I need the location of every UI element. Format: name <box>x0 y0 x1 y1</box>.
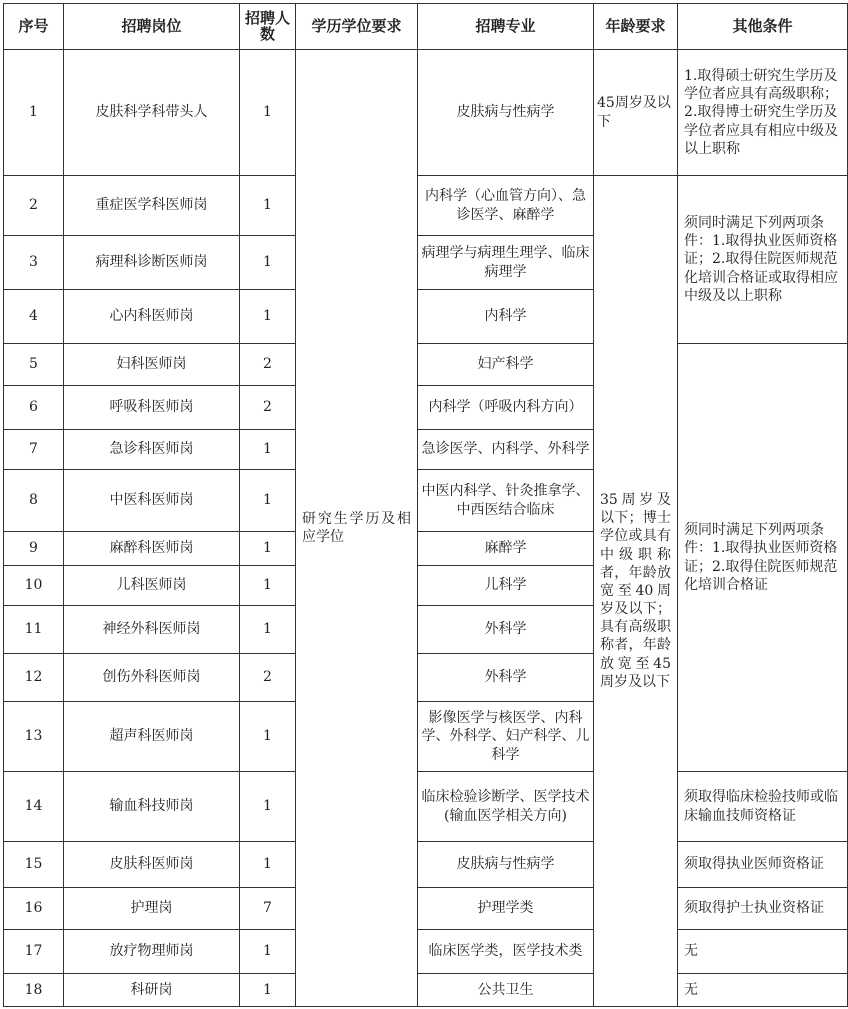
major-cell: 皮肤病与性病学 <box>418 842 594 888</box>
major-cell: 影像医学与核医学、内科学、外科学、妇产科学、儿科学 <box>418 702 594 772</box>
header-seq: 序号 <box>4 4 64 50</box>
seq-cell: 17 <box>4 930 64 974</box>
other-cell: 须同时满足下列两项条件：1.取得执业医师资格证；2.取得住院医师规范化培训合格证或取得相应中级及以上职称 <box>678 176 848 344</box>
table-row <box>4 930 848 974</box>
seq-cell: 3 <box>4 236 64 290</box>
other-cell: 1.取得硕士研究生学历及学位者应具有高级职称；2.取得博士研究生学历及学位者应具有相应中级及以上职称 <box>678 50 848 176</box>
seq-cell: 8 <box>4 470 64 532</box>
position-cell: 皮肤科学科带头人 <box>64 50 240 176</box>
seq-cell: 15 <box>4 842 64 888</box>
count-cell: 1 <box>240 930 296 974</box>
major-cell: 中医内科学、针灸推拿学、中西医结合临床 <box>418 470 594 532</box>
count-cell: 1 <box>240 532 296 566</box>
position-cell: 妇科医师岗 <box>64 344 240 386</box>
major-cell: 临床医学类，医学技术类 <box>418 930 594 974</box>
position-cell: 心内科医师岗 <box>64 290 240 344</box>
position-cell: 输血科技师岗 <box>64 772 240 842</box>
seq-cell: 7 <box>4 430 64 470</box>
position-cell: 放疗物理师岗 <box>64 930 240 974</box>
position-cell: 麻醉科医师岗 <box>64 532 240 566</box>
count-cell: 2 <box>240 344 296 386</box>
major-cell: 内科学（呼吸内科方向） <box>418 386 594 430</box>
other-cell: 无 <box>678 974 848 1007</box>
other-cell: 须取得临床检验技师或临床输血技师资格证 <box>678 772 848 842</box>
seq-cell: 6 <box>4 386 64 430</box>
age-cell: 35周岁及以下；博士学位或具有中级职称者，年龄放宽至40周岁及以下；具有高级职称者，年龄放宽至45周岁及以下 <box>594 176 678 1007</box>
header-education: 学历学位要求 <box>296 4 418 50</box>
age-cell: 45周岁及以下 <box>594 50 678 176</box>
other-cell: 无 <box>678 930 848 974</box>
count-cell: 1 <box>240 236 296 290</box>
other-cell: 须同时满足下列两项条件：1.取得执业医师资格证；2.取得住院医师规范化培训合格证 <box>678 344 848 772</box>
major-cell: 内科学 <box>418 290 594 344</box>
count-cell: 1 <box>240 566 296 606</box>
seq-cell: 9 <box>4 532 64 566</box>
seq-cell: 5 <box>4 344 64 386</box>
table-row <box>4 344 848 386</box>
recruitment-table <box>3 3 848 1007</box>
table-row <box>4 842 848 888</box>
major-cell: 妇产科学 <box>418 344 594 386</box>
seq-cell: 2 <box>4 176 64 236</box>
count-cell: 2 <box>240 386 296 430</box>
count-cell: 1 <box>240 176 296 236</box>
position-cell: 重症医学科医师岗 <box>64 176 240 236</box>
count-cell: 1 <box>240 772 296 842</box>
major-cell: 儿科学 <box>418 566 594 606</box>
header-age: 年龄要求 <box>594 4 678 50</box>
count-cell: 1 <box>240 430 296 470</box>
major-cell: 急诊医学、内科学、外科学 <box>418 430 594 470</box>
count-cell: 1 <box>240 470 296 532</box>
table-row <box>4 50 848 176</box>
seq-cell: 11 <box>4 606 64 654</box>
seq-cell: 10 <box>4 566 64 606</box>
major-cell: 皮肤病与性病学 <box>418 50 594 176</box>
header-row <box>4 4 848 50</box>
position-cell: 皮肤科医师岗 <box>64 842 240 888</box>
major-cell: 公共卫生 <box>418 974 594 1007</box>
header-count: 招聘人数 <box>240 4 296 50</box>
position-cell: 中医科医师岗 <box>64 470 240 532</box>
major-cell: 护理学类 <box>418 888 594 930</box>
major-cell: 麻醉学 <box>418 532 594 566</box>
header-position: 招聘岗位 <box>64 4 240 50</box>
position-cell: 急诊科医师岗 <box>64 430 240 470</box>
table-row <box>4 772 848 842</box>
count-cell: 2 <box>240 654 296 702</box>
header-other: 其他条件 <box>678 4 848 50</box>
position-cell: 超声科医师岗 <box>64 702 240 772</box>
table-row <box>4 974 848 1007</box>
position-cell: 儿科医师岗 <box>64 566 240 606</box>
count-cell: 1 <box>240 974 296 1007</box>
position-cell: 呼吸科医师岗 <box>64 386 240 430</box>
major-cell: 外科学 <box>418 654 594 702</box>
table-row <box>4 888 848 930</box>
seq-cell: 14 <box>4 772 64 842</box>
seq-cell: 4 <box>4 290 64 344</box>
seq-cell: 16 <box>4 888 64 930</box>
major-cell: 外科学 <box>418 606 594 654</box>
count-cell: 1 <box>240 702 296 772</box>
major-cell: 内科学（心血管方向）、急诊医学、麻醉学 <box>418 176 594 236</box>
header-major: 招聘专业 <box>418 4 594 50</box>
education-cell: 研究生学历及相应学位 <box>296 50 418 1007</box>
count-cell: 1 <box>240 50 296 176</box>
other-cell: 须取得护士执业资格证 <box>678 888 848 930</box>
count-cell: 7 <box>240 888 296 930</box>
position-cell: 科研岗 <box>64 974 240 1007</box>
seq-cell: 18 <box>4 974 64 1007</box>
seq-cell: 12 <box>4 654 64 702</box>
count-cell: 1 <box>240 842 296 888</box>
other-cell: 须取得执业医师资格证 <box>678 842 848 888</box>
count-cell: 1 <box>240 290 296 344</box>
position-cell: 神经外科医师岗 <box>64 606 240 654</box>
position-cell: 创伤外科医师岗 <box>64 654 240 702</box>
seq-cell: 13 <box>4 702 64 772</box>
major-cell: 病理学与病理生理学、临床病理学 <box>418 236 594 290</box>
table-row <box>4 176 848 236</box>
position-cell: 护理岗 <box>64 888 240 930</box>
position-cell: 病理科诊断医师岗 <box>64 236 240 290</box>
seq-cell: 1 <box>4 50 64 176</box>
count-cell: 1 <box>240 606 296 654</box>
major-cell: 临床检验诊断学、医学技术(输血医学相关方向) <box>418 772 594 842</box>
